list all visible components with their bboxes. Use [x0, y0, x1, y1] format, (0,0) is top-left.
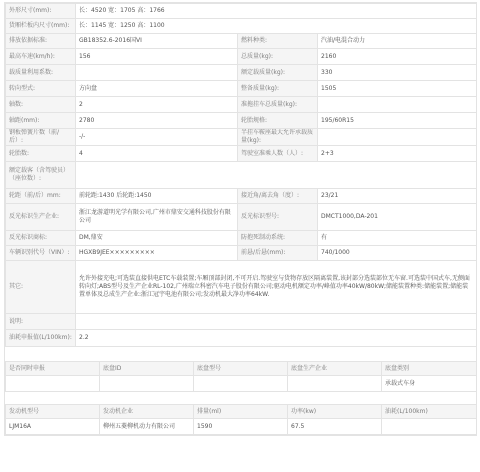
spec-value: 2.2: [76, 330, 477, 347]
spec-label: 总质量(kg):: [238, 49, 318, 65]
spec-row: [6, 189, 477, 204]
spec-value: 汽油/电混合动力: [318, 34, 477, 49]
spec-value: [318, 129, 477, 146]
spec-value: 4: [76, 146, 238, 162]
spec-value: 740/1000: [318, 246, 477, 261]
spec-label: 反光标识生产企业:: [6, 204, 76, 231]
spec-value: 长：4520 宽：1705 高：1766: [76, 4, 477, 19]
spec-value: [76, 162, 477, 189]
spec-row: [6, 162, 477, 189]
vehicle-spec-panel: [4, 2, 477, 436]
engine-header-cell: 发动机型号: [6, 405, 100, 419]
spec-label: 最高车速(km/h):: [6, 49, 76, 65]
spec-label: 前悬/后悬(mm):: [238, 246, 318, 261]
spec-value: 2160: [318, 49, 477, 65]
spec-value: 23/21: [318, 189, 477, 204]
spec-row: [6, 49, 477, 65]
engine-header-cell: 排量(ml): [194, 405, 288, 419]
spec-label: 载质量利用系数:: [6, 65, 76, 81]
spec-value: GB18352.6-2016国VI: [76, 34, 238, 49]
spec-label: 轴距(mm):: [6, 113, 76, 129]
spec-label: 转向型式:: [6, 81, 76, 97]
spec-row: [6, 129, 477, 146]
spec-label: 轮距（前/后）mm:: [6, 189, 76, 204]
spec-label: 额定载质量(kg):: [238, 65, 318, 81]
spec-label: 反光标识商标:: [6, 231, 76, 246]
spec-row: [6, 4, 477, 19]
spec-label: 驾驶室准乘人数（人）:: [238, 146, 318, 162]
spec-row: [6, 34, 477, 49]
spec-label: 准拖挂车总质量(kg):: [238, 97, 318, 113]
spec-row: [6, 19, 477, 34]
spec-label: 外形尺寸(mm):: [6, 4, 76, 19]
spec-value: 浙江龙游道明光学有限公司,广州市鼎安交通科技股份有限公司: [76, 204, 238, 231]
spec-value: 2: [76, 97, 238, 113]
chassis-cell: 承载式车身: [382, 376, 477, 392]
spec-value: 长：1145 宽：1250 高：1100: [76, 19, 477, 34]
chassis-header-cell: 底盘ID: [100, 362, 194, 376]
spec-value: DMCT1000,DA-201: [318, 204, 477, 231]
engine-header-cell: 油耗(L/100km): [382, 405, 477, 419]
chassis-header-cell: 底盘生产企业: [288, 362, 382, 376]
section-gap: [5, 392, 476, 404]
engine-header-cell: 功率(kw): [288, 405, 382, 419]
spec-value: [76, 314, 477, 330]
spec-row: [6, 204, 477, 231]
spec-value: HGXB9JEE×××××××××: [76, 246, 238, 261]
spec-label: 其它:: [6, 261, 76, 314]
spec-row: [6, 65, 477, 81]
engine-header-cell: 发动机企业: [100, 405, 194, 419]
chassis-cell: [100, 376, 194, 392]
spec-label: 整备质量(kg):: [238, 81, 318, 97]
engine-cell: LJM16A: [6, 419, 100, 435]
spec-value: [76, 65, 238, 81]
spec-label: 排放依据标准:: [6, 34, 76, 49]
engine-table: [5, 404, 477, 435]
spec-value: 有: [318, 231, 477, 246]
engine-cell: 1590: [194, 419, 288, 435]
spec-value: -/-: [76, 129, 238, 146]
chassis-header-cell: 是否同时申报: [6, 362, 100, 376]
spec-label: 钢板弹簧片数（前/后）:: [6, 129, 76, 146]
spec-row: [6, 113, 477, 129]
spec-row: [6, 314, 477, 330]
spec-label: 轮胎数:: [6, 146, 76, 162]
spec-value: 195/60R15: [318, 113, 477, 129]
spec-value: 1505: [318, 81, 477, 97]
chassis-cell: [288, 376, 382, 392]
spec-row: [6, 246, 477, 261]
spec-value: 前轮距:1430 后轮距:1450: [76, 189, 238, 204]
engine-cell: [382, 419, 477, 435]
spec-label: 反光标识型号:: [238, 204, 318, 231]
spec-row: [6, 330, 477, 347]
spec-label: 油耗申报值(L/100km):: [6, 330, 76, 347]
spec-label: 车辆识别代号（VIN）:: [6, 246, 76, 261]
spec-row: [6, 261, 477, 314]
chassis-cell: [194, 376, 288, 392]
spec-row: [6, 97, 477, 113]
chassis-header-cell: 底盘型号: [194, 362, 288, 376]
spec-value: 2+3: [318, 146, 477, 162]
spec-row: [6, 231, 477, 246]
spec-label: 半挂车鞍座最大允许承载质量(kg):: [238, 129, 318, 146]
spec-table: [5, 3, 477, 347]
spec-label: 接近角/离去角（度）:: [238, 189, 318, 204]
spec-row: [6, 146, 477, 162]
spec-value: [318, 97, 477, 113]
spec-value: DM,鼎安: [76, 231, 238, 246]
spec-label: 额定载客（含驾驶员）（座位数）:: [6, 162, 76, 189]
spec-value: 2780: [76, 113, 238, 129]
chassis-table: [5, 361, 477, 392]
engine-cell: 柳州五菱柳机动力有限公司: [100, 419, 194, 435]
spec-label: 燃料种类:: [238, 34, 318, 49]
section-gap: [5, 347, 476, 361]
spec-label: 货厢栏板内尺寸(mm):: [6, 19, 76, 34]
spec-value: 方向盘: [76, 81, 238, 97]
spec-label: 说明:: [6, 314, 76, 330]
spec-label: 防抱死制动系统:: [238, 231, 318, 246]
chassis-cell: [6, 376, 100, 392]
spec-value: 156: [76, 49, 238, 65]
spec-label: 轮胎规格:: [238, 113, 318, 129]
spec-label: 轴数:: [6, 97, 76, 113]
spec-value: 允许外接充电;可选装直接供电ETC车载装置;车厢顶部封闭,不可开启.驾驶室与货物存放区隔离装置,该封部分选装部位无车窗.可选装中国式车,无侧面转向灯;ABS型号及生产企业RL-102,广州瑞立科密汽车电子股份有限公司;驱动电机额定功率/峰值功率40kW/80kW;储能装置种类:储能装置;储能装置单体及总成生产企业:浙江冠宇电池有限公司;发动机最大净功率64kW.: [76, 261, 477, 314]
spec-value: 330: [318, 65, 477, 81]
chassis-header-cell: 底盘类别: [382, 362, 477, 376]
engine-cell: 67.5: [288, 419, 382, 435]
spec-row: [6, 81, 477, 97]
